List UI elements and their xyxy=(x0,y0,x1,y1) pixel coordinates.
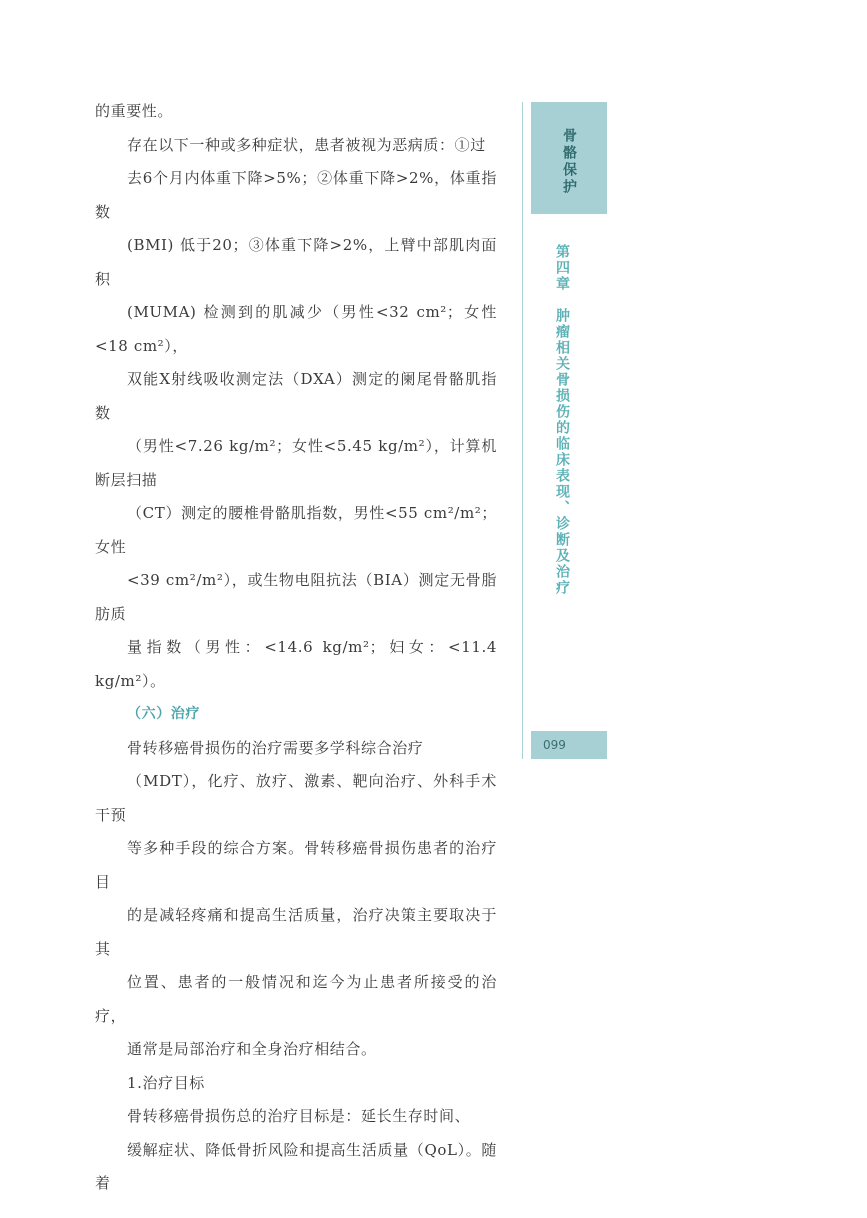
margin-rule xyxy=(522,102,523,759)
page-number-box xyxy=(531,731,607,759)
text-line: 双能X射线吸收测定法（DXA）测定的阑尾骨骼肌指数 xyxy=(95,370,497,422)
chapter-title: 第四章 肿瘤相关骨损伤的临床表现、诊断及治疗 xyxy=(554,244,570,596)
sidebar-title-box xyxy=(531,102,607,214)
text-line: 通常是局部治疗和全身治疗相结合。 xyxy=(127,1040,377,1058)
section-heading: （六）治疗 xyxy=(127,706,200,722)
text-line: 等多种手段的综合方案。骨转移癌骨损伤患者的治疗目 xyxy=(95,839,497,891)
text-line: 存在以下一种或多种症状，患者被视为恶病质：①过 xyxy=(127,135,486,154)
text-line: 骨转移癌骨损伤总的治疗目标是：延长生存时间、 xyxy=(127,1107,471,1125)
text-line: 缓解症状、降低骨折风险和提高生活质量（QoL）。随着 xyxy=(95,1140,497,1192)
paragraph xyxy=(95,732,497,1067)
sidebar-title: 骨骼保护 xyxy=(561,128,577,196)
text-line: 位置、患者的一般情况和迄今为止患者所接受的治疗， xyxy=(95,973,497,1025)
text-line: <39 cm²/m²），或生物电阻抗法（BIA）测定无骨脂肪质 xyxy=(95,571,497,623)
text-line: (BMI) 低于20；③体重下降>2%，上臂中部肌肉面积 xyxy=(95,236,497,288)
paragraph xyxy=(95,1100,497,1201)
text-line: 的是减轻疼痛和提高生活质量，治疗决策主要取决于其 xyxy=(95,906,497,958)
paragraph xyxy=(95,129,497,699)
paragraph xyxy=(95,1067,497,1101)
text-line: （CT）测定的腰椎骨骼肌指数，男性<55 cm²/m²；女性 xyxy=(95,504,497,556)
text-line: 1.治疗目标 xyxy=(127,1073,205,1092)
text-line: 量指数（男性：<14.6 kg/m²；妇女：<11.4 kg/m²）。 xyxy=(95,638,497,690)
paragraph xyxy=(95,95,497,129)
text-line: (MUMA) 检测到的肌减少（男性<32 cm²；女性<18 cm²）， xyxy=(95,303,497,355)
text-line: 去6个月内体重下降>5%；②体重下降>2%，体重指数 xyxy=(95,169,497,221)
text-line: 骨转移癌骨损伤的治疗需要多学科综合治疗 xyxy=(127,738,424,757)
body-text xyxy=(95,95,497,1201)
page-number: 099 xyxy=(543,738,566,752)
text-line: （MDT），化疗、放疗、激素、靶向治疗、外科手术干预 xyxy=(95,772,497,824)
text-line: （男性<7.26 kg/m²；女性<5.45 kg/m²），计算机断层扫描 xyxy=(95,437,497,489)
text-line: 的重要性。 xyxy=(95,102,174,120)
